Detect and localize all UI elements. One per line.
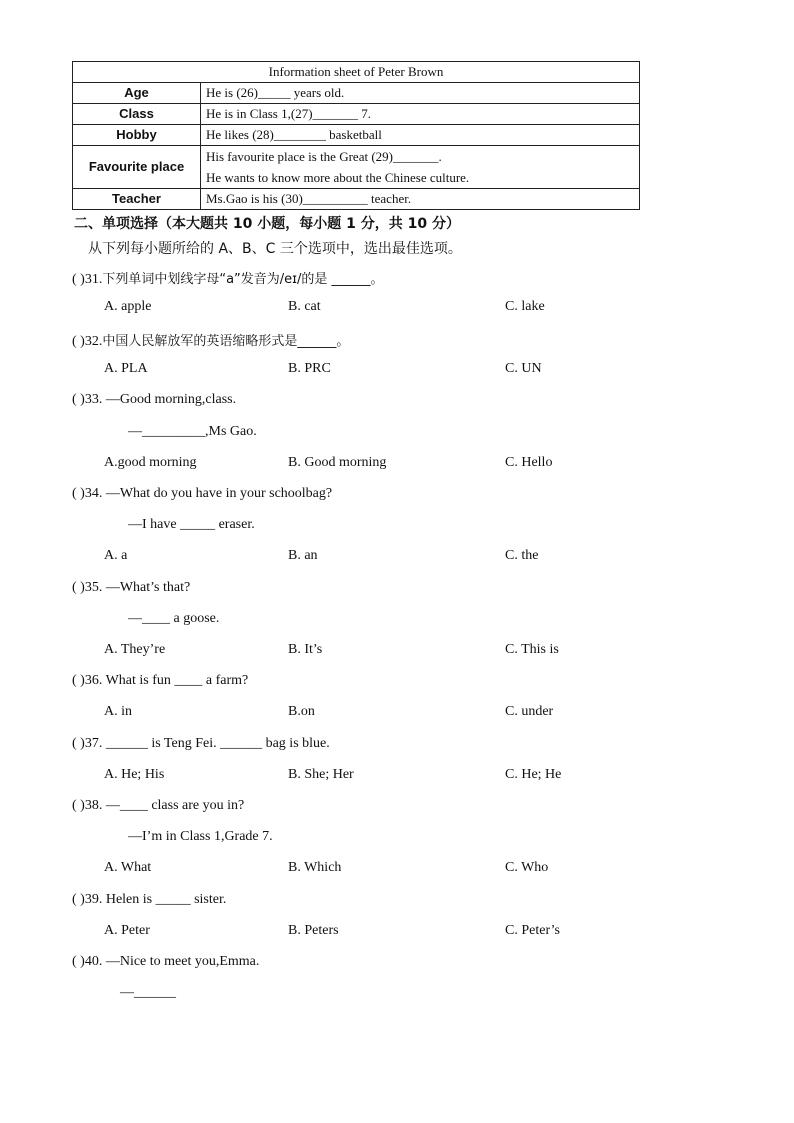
option-a: A. a <box>104 548 128 563</box>
info-value: He likes (28)________ basketball <box>201 125 640 146</box>
info-sheet-table <box>72 61 640 210</box>
option-a: A. Peter <box>104 923 150 938</box>
option-c: C. Hello <box>505 455 553 470</box>
option-b: B. Which <box>288 860 342 875</box>
option-b: B. Good morning <box>288 455 387 470</box>
info-label: Favourite place <box>73 146 201 189</box>
question-stem: —Nice to meet you,Emma. <box>102 954 260 969</box>
info-row-age <box>73 83 640 104</box>
option-b: B. Peters <box>288 923 339 938</box>
question-reply: —_________,Ms Gao. <box>128 424 257 439</box>
info-label: Age <box>73 83 201 104</box>
question-number: ( )31. <box>72 272 103 287</box>
question-number: ( )40. <box>72 954 103 969</box>
question-stem: —Good morning,class. <box>102 392 237 407</box>
option-c: C. This is <box>505 642 559 657</box>
question-stem: What is fun ____ a farm? <box>102 673 249 688</box>
option-c: C. under <box>505 704 554 719</box>
question-stem: 下列单词中划线字母“a”发音为/eɪ/的是 ______。 <box>102 272 384 287</box>
option-b: B. She; Her <box>288 767 354 782</box>
question-31 <box>72 268 384 288</box>
option-b: B. PRC <box>288 361 331 376</box>
info-value: He is (26)_____ years old. <box>201 83 640 104</box>
info-value-line: He wants to know more about the Chinese culture. <box>206 170 470 185</box>
question-35 <box>72 580 190 596</box>
question-number: ( )34. <box>72 486 103 501</box>
option-a: A. He; His <box>104 767 165 782</box>
question-stem: 中国人民解放军的英语缩略形式是______。 <box>102 334 350 349</box>
info-label: Hobby <box>73 125 201 146</box>
option-c: C. the <box>505 548 539 563</box>
info-row-teacher <box>73 189 640 210</box>
info-row-favourite-place <box>73 146 640 189</box>
question-number: ( )39. <box>72 892 103 907</box>
option-b: B. an <box>288 548 318 563</box>
option-a: A. What <box>104 860 152 875</box>
info-value: Ms.Gao is his (30)__________ teacher. <box>201 189 640 210</box>
section-heading: 二、单项选择（本大题共 10 小题，每小题 1 分，共 10 分） <box>74 216 460 232</box>
info-row-hobby <box>73 125 640 146</box>
info-value <box>201 146 640 189</box>
option-a: A.good morning <box>104 455 197 470</box>
question-stem: Helen is _____ sister. <box>102 892 227 907</box>
option-a: A. They’re <box>104 642 166 657</box>
info-value-line: His favourite place is the Great (29)_______. <box>206 149 442 164</box>
question-stem: —____ class are you in? <box>102 798 245 813</box>
question-32 <box>72 330 349 350</box>
question-38 <box>72 798 244 814</box>
section-instruction: 从下列每小题所给的 A、B、C 三个选项中，选出最佳选项。 <box>88 241 462 257</box>
info-label: Class <box>73 104 201 125</box>
question-stem: —What’s that? <box>102 580 191 595</box>
question-reply: —I’m in Class 1,Grade 7. <box>128 829 273 844</box>
question-39 <box>72 892 226 908</box>
question-reply: —____ a goose. <box>128 611 220 626</box>
question-33 <box>72 392 236 408</box>
question-34 <box>72 486 332 502</box>
question-stem: ______ is Teng Fei. ______ bag is blue. <box>102 736 330 751</box>
option-c: C. He; He <box>505 767 562 782</box>
info-label: Teacher <box>73 189 201 210</box>
question-40 <box>72 954 259 970</box>
question-37 <box>72 736 330 752</box>
option-c: C. UN <box>505 361 542 376</box>
question-number: ( )33. <box>72 392 103 407</box>
question-number: ( )32. <box>72 334 103 349</box>
option-a: A. PLA <box>104 361 148 376</box>
option-c: C. Peter’s <box>505 923 560 938</box>
question-number: ( )37. <box>72 736 103 751</box>
info-value: He is in Class 1,(27)_______ 7. <box>201 104 640 125</box>
info-sheet-title: Information sheet of Peter Brown <box>73 62 640 83</box>
info-row-class <box>73 104 640 125</box>
option-c: C. Who <box>505 860 549 875</box>
question-number: ( )38. <box>72 798 103 813</box>
option-c: C. lake <box>505 299 545 314</box>
option-a: A. apple <box>104 299 152 314</box>
option-b: B.on <box>288 704 315 719</box>
question-reply: —I have _____ eraser. <box>128 517 255 532</box>
question-number: ( )36. <box>72 673 103 688</box>
option-a: A. in <box>104 704 132 719</box>
question-reply: —______ <box>120 985 176 1000</box>
info-sheet-title-row <box>73 62 640 83</box>
option-b: B. cat <box>288 299 321 314</box>
question-stem: —What do you have in your schoolbag? <box>102 486 333 501</box>
question-number: ( )35. <box>72 580 103 595</box>
question-36 <box>72 673 248 689</box>
option-b: B. It’s <box>288 642 323 657</box>
